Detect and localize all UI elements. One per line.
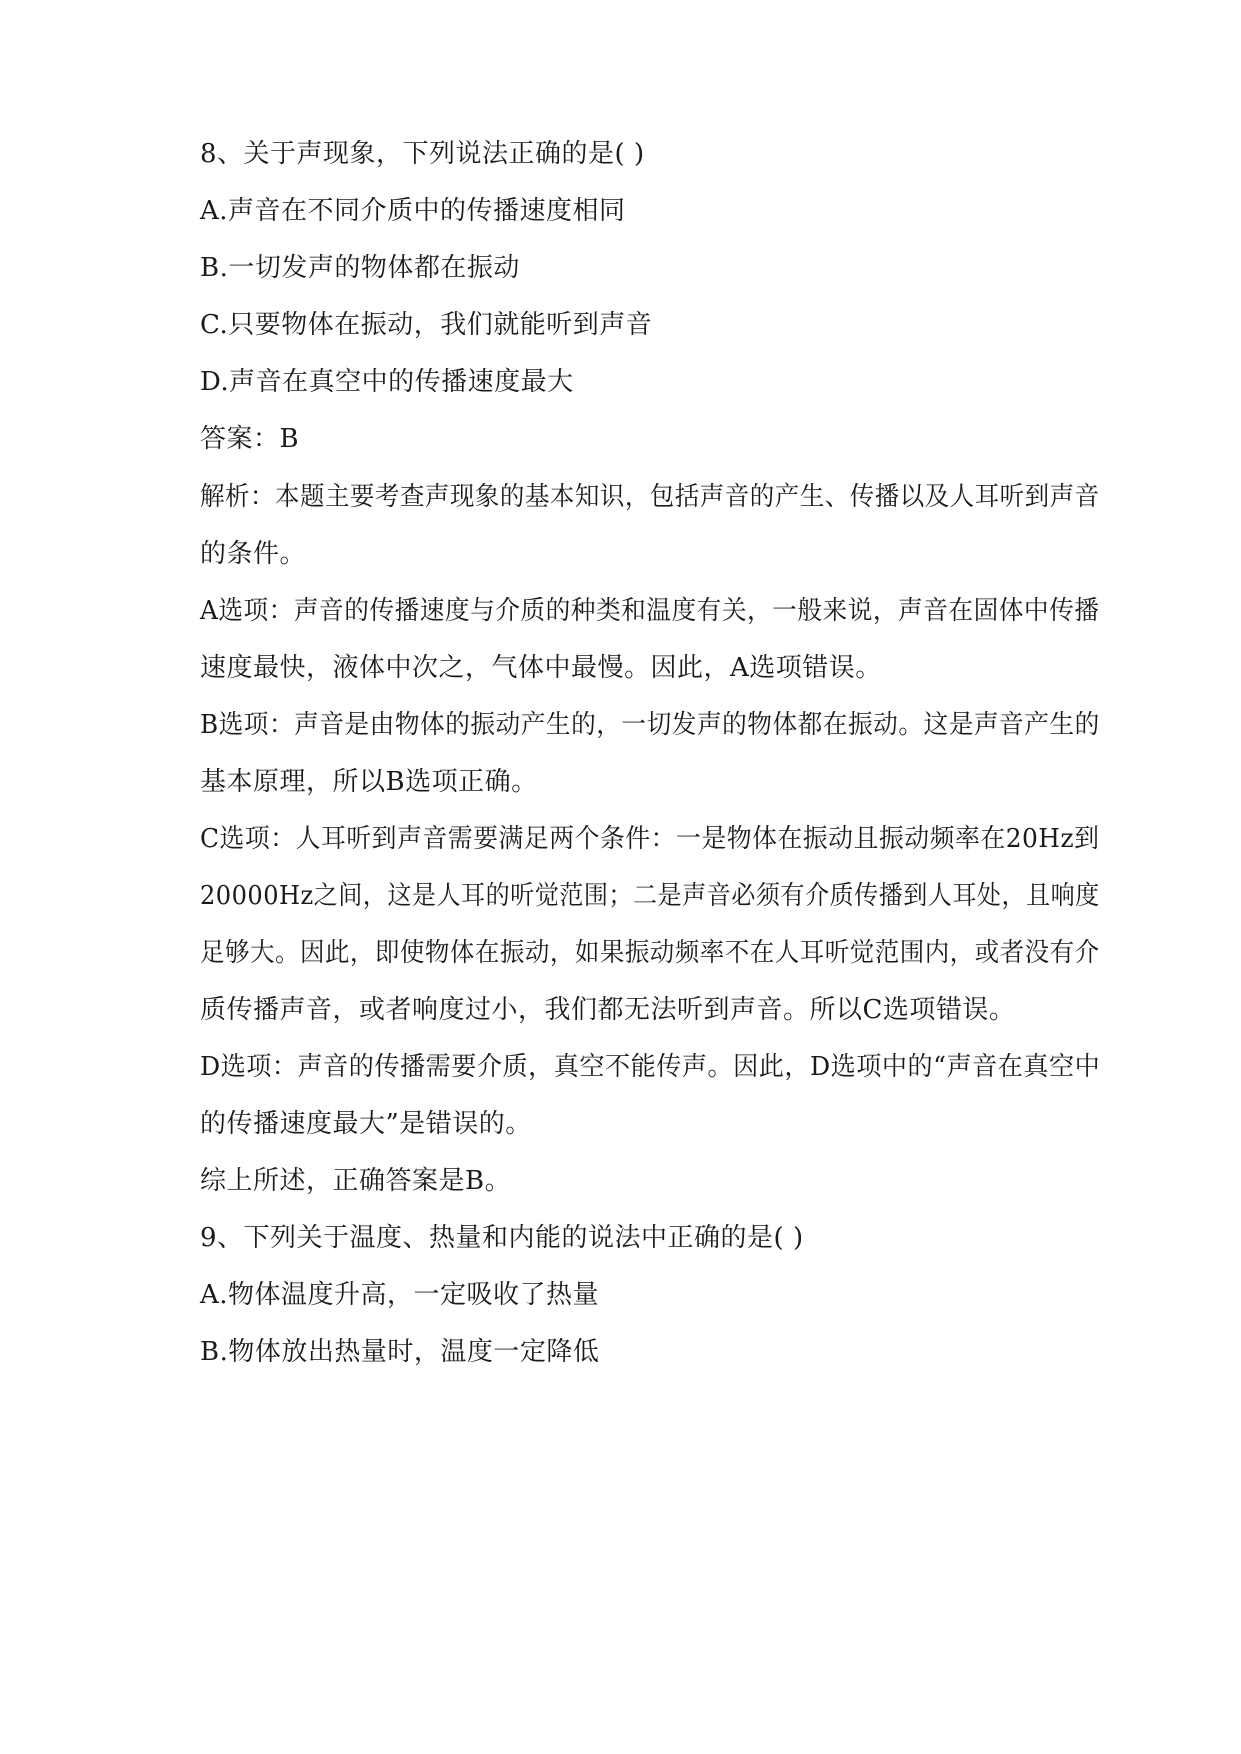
option-d-analysis-line-2: 的传播速度最大”是错误的。 [200, 1109, 532, 1139]
question-8-answer: 答案：B [200, 424, 300, 454]
question-9-option-a: A.物体温度升高，一定吸收了热量 [200, 1280, 600, 1310]
option-a-analysis-line-2: 速度最快，液体中次之，气体中最慢。因此，A选项错误。 [200, 653, 882, 683]
question-8-option-b: B.一切发声的物体都在振动 [200, 253, 520, 283]
option-c-analysis-line-2: 20000Hz之间，这是人耳的听觉范围；二是声音必须有介质传播到人耳处，且响度 [200, 881, 1100, 911]
question-8-stem: 8、关于声现象，下列说法正确的是( ) [200, 139, 645, 169]
option-b-analysis-line-2: 基本原理，所以B选项正确。 [200, 767, 538, 797]
question-9-stem: 9、下列关于温度、热量和内能的说法中正确的是( ) [200, 1223, 804, 1253]
option-d-analysis-line-1: D选项：声音的传播需要介质，真空不能传声。因此，D选项中的“声音在真空中 [200, 1052, 1101, 1082]
question-8-summary: 综上所述，正确答案是B。 [200, 1166, 512, 1196]
option-c-analysis-line-1: C选项：人耳听到声音需要满足两个条件：一是物体在振动且振动频率在20Hz到 [200, 824, 1100, 854]
option-a-analysis-line-1: A选项：声音的传播速度与介质的种类和温度有关，一般来说，声音在固体中传播 [200, 596, 1100, 626]
question-8-analysis-line-2: 的条件。 [200, 539, 307, 569]
option-c-analysis-line-4: 质传播声音，或者响度过小，我们都无法听到声音。所以C选项错误。 [200, 995, 1016, 1025]
question-8-analysis-line-1: 解析：本题主要考查声现象的基本知识，包括声音的产生、传播以及人耳听到声音 [200, 482, 1100, 512]
question-9-option-b: B.物体放出热量时，温度一定降低 [200, 1337, 600, 1367]
question-8-option-d: D.声音在真空中的传播速度最大 [200, 367, 574, 397]
option-c-analysis-line-3: 足够大。因此，即使物体在振动，如果振动频率不在人耳听觉范围内，或者没有介 [200, 938, 1100, 968]
question-8-option-c: C.只要物体在振动，我们就能听到声音 [200, 310, 653, 340]
option-b-analysis-line-1: B选项：声音是由物体的振动产生的，一切发声的物体都在振动。这是声音产生的 [200, 710, 1100, 740]
question-8-option-a: A.声音在不同介质中的传播速度相同 [200, 196, 626, 226]
